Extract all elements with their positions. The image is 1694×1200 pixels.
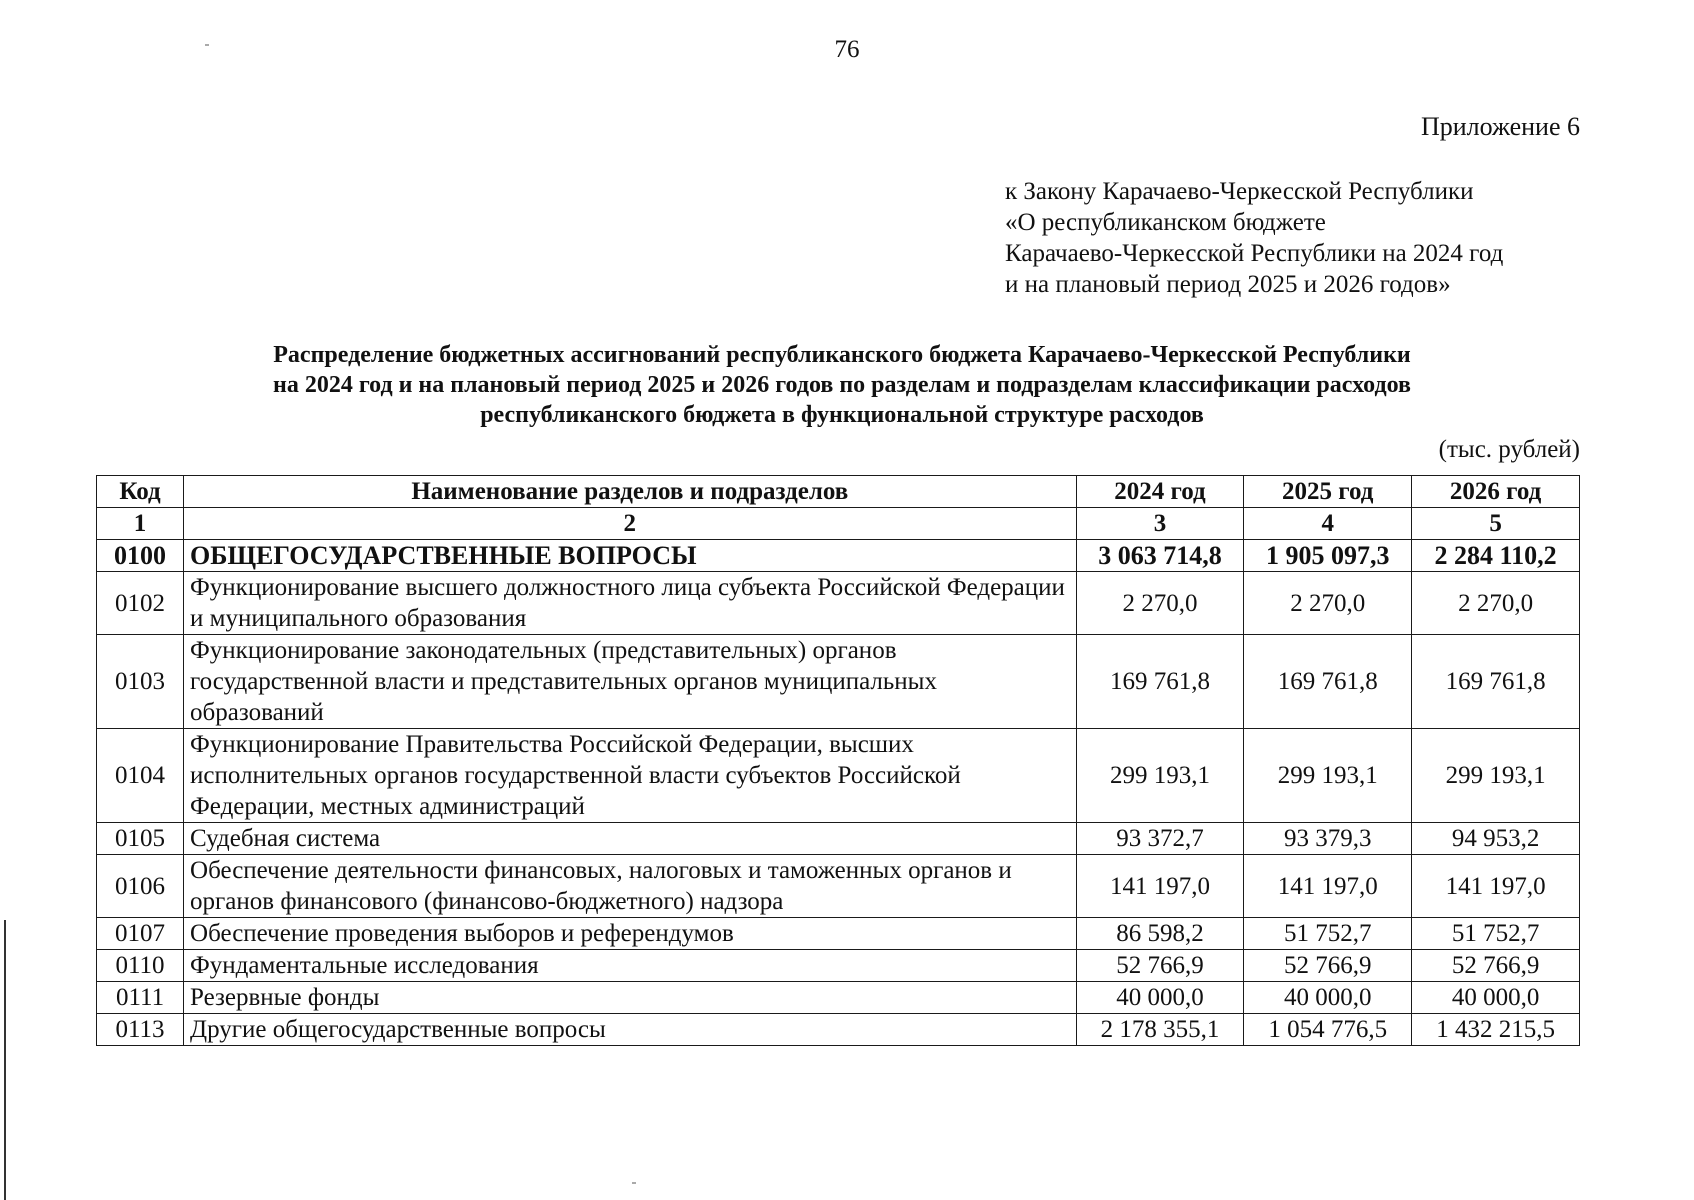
header-2026: 2026 год (1412, 476, 1580, 508)
table-row-section (97, 540, 1580, 572)
table-row (97, 823, 1580, 855)
row-code: 0110 (97, 950, 184, 982)
row-2024: 2 270,0 (1076, 572, 1244, 635)
scan-speck (205, 44, 209, 46)
law-reference (1005, 176, 1503, 300)
row-2024: 52 766,9 (1076, 950, 1244, 982)
row-2026: 94 953,2 (1412, 823, 1580, 855)
row-2025: 1 905 097,3 (1244, 540, 1412, 572)
row-2026: 169 761,8 (1412, 635, 1580, 729)
table-row (97, 982, 1580, 1014)
row-2025: 40 000,0 (1244, 982, 1412, 1014)
column-number: 4 (1244, 508, 1412, 540)
row-2026: 299 193,1 (1412, 729, 1580, 823)
row-2024: 3 063 714,8 (1076, 540, 1244, 572)
row-code: 0107 (97, 918, 184, 950)
budget-table (96, 475, 1580, 1046)
row-2024: 40 000,0 (1076, 982, 1244, 1014)
row-code: 0111 (97, 982, 184, 1014)
row-2026: 52 766,9 (1412, 950, 1580, 982)
law-reference-line: к Закону Карачаево-Черкесской Республики (1005, 178, 1474, 205)
scan-speck (632, 1182, 636, 1184)
column-number-row (97, 508, 1580, 540)
table-row (97, 572, 1580, 635)
title-line: на 2024 год и на плановый период 2025 и 2026 годов по разделам и подразделам классификации расходов (273, 372, 1411, 398)
column-number: 3 (1076, 508, 1244, 540)
row-name: Судебная система (184, 823, 1077, 855)
document-title (96, 340, 1588, 430)
header-2024: 2024 год (1076, 476, 1244, 508)
row-code: 0105 (97, 823, 184, 855)
row-name: Функционирование законодательных (представительных) органов государственной власти и представительных органов муниципальных образований (184, 635, 1077, 729)
page-number: 76 (834, 36, 860, 63)
row-name: Обеспечение проведения выборов и референдумов (184, 918, 1077, 950)
row-name: Другие общегосударственные вопросы (184, 1014, 1077, 1046)
row-name: Обеспечение деятельности финансовых, налоговых и таможенных органов и органов финансового (финансово-бюджетного) надзора (184, 855, 1077, 918)
row-name: Функционирование высшего должностного лица субъекта Российской Федерации и муниципального образования (184, 572, 1077, 635)
header-name: Наименование разделов и подразделов (184, 476, 1077, 508)
title-line: республиканского бюджета в функциональной структуре расходов (480, 402, 1204, 428)
row-2026: 2 284 110,2 (1412, 540, 1580, 572)
row-2026: 1 432 215,5 (1412, 1014, 1580, 1046)
row-2024: 299 193,1 (1076, 729, 1244, 823)
row-name: Функционирование Правительства Российской Федерации, высших исполнительных органов государственной власти субъектов Российской Федерации, местных администраций (184, 729, 1077, 823)
row-2026: 2 270,0 (1412, 572, 1580, 635)
table-row (97, 855, 1580, 918)
row-code: 0100 (97, 540, 184, 572)
row-2024: 2 178 355,1 (1076, 1014, 1244, 1046)
row-2026: 51 752,7 (1412, 918, 1580, 950)
row-code: 0106 (97, 855, 184, 918)
row-name: Резервные фонды (184, 982, 1077, 1014)
table-row (97, 1014, 1580, 1046)
column-number: 1 (97, 508, 184, 540)
table-row (97, 729, 1580, 823)
scan-margin-line (4, 920, 6, 1200)
law-reference-line: «О республиканском бюджете (1005, 209, 1326, 236)
row-2026: 40 000,0 (1412, 982, 1580, 1014)
row-name: Фундаментальные исследования (184, 950, 1077, 982)
table-header-row (97, 476, 1580, 508)
row-code: 0102 (97, 572, 184, 635)
row-2025: 93 379,3 (1244, 823, 1412, 855)
row-2024: 141 197,0 (1076, 855, 1244, 918)
row-2024: 93 372,7 (1076, 823, 1244, 855)
column-number: 5 (1412, 508, 1580, 540)
row-2025: 169 761,8 (1244, 635, 1412, 729)
header-2025: 2025 год (1244, 476, 1412, 508)
table-row (97, 635, 1580, 729)
column-number: 2 (184, 508, 1077, 540)
row-2025: 1 054 776,5 (1244, 1014, 1412, 1046)
appendix-label: Приложение 6 (1420, 112, 1580, 141)
row-code: 0113 (97, 1014, 184, 1046)
law-reference-line: и на плановый период 2025 и 2026 годов» (1005, 271, 1451, 298)
header-code: Код (97, 476, 184, 508)
title-line: Распределение бюджетных ассигнований республиканского бюджета Карачаево-Черкесской Республики (273, 342, 1411, 368)
row-2025: 141 197,0 (1244, 855, 1412, 918)
row-code: 0103 (97, 635, 184, 729)
row-2025: 2 270,0 (1244, 572, 1412, 635)
row-2025: 299 193,1 (1244, 729, 1412, 823)
row-2025: 52 766,9 (1244, 950, 1412, 982)
row-2024: 86 598,2 (1076, 918, 1244, 950)
law-reference-line: Карачаево-Черкесской Республики на 2024 год (1005, 240, 1504, 267)
row-name: ОБЩЕГОСУДАРСТВЕННЫЕ ВОПРОСЫ (184, 540, 1077, 572)
row-2025: 51 752,7 (1244, 918, 1412, 950)
table-row (97, 918, 1580, 950)
units-label: (тыс. рублей) (1438, 436, 1580, 463)
row-code: 0104 (97, 729, 184, 823)
row-2024: 169 761,8 (1076, 635, 1244, 729)
row-2026: 141 197,0 (1412, 855, 1580, 918)
table-row (97, 950, 1580, 982)
